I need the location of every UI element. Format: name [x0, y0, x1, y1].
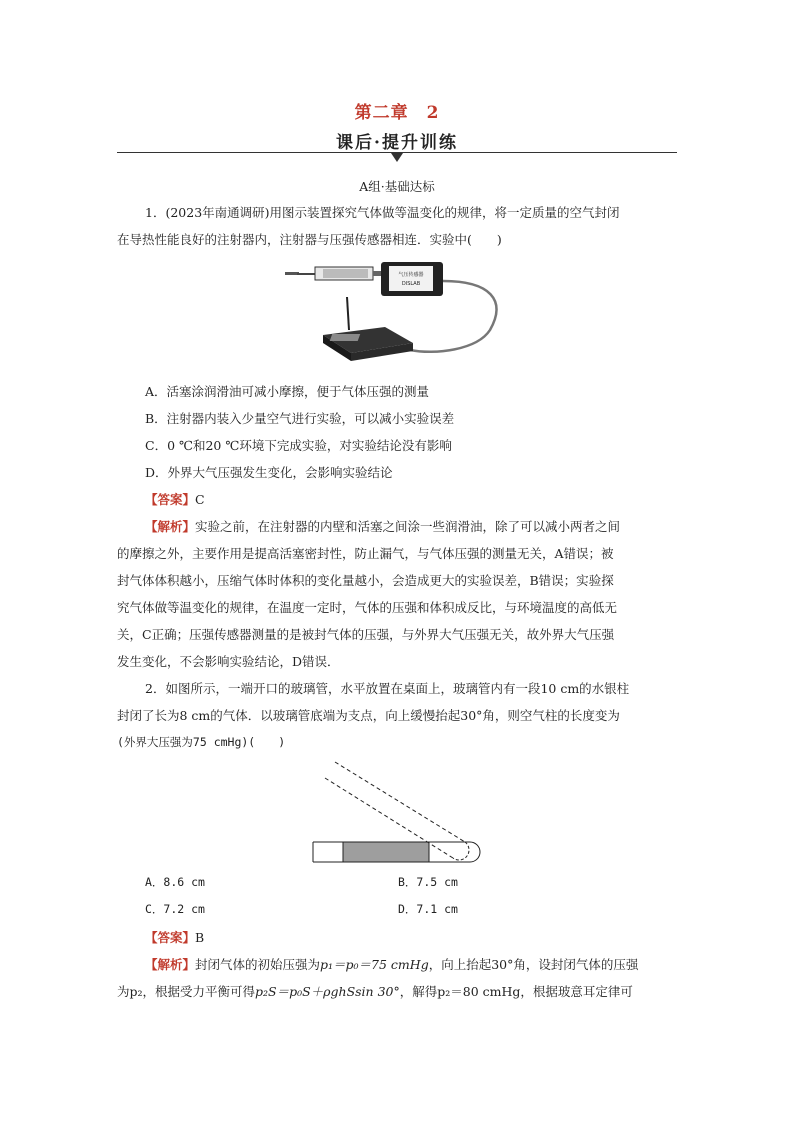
- q1-option-a: A．活塞涂润滑油可减小摩擦，便于气体压强的测量: [145, 384, 430, 399]
- q1-stem-line-2: 在导热性能良好的注射器内，注射器与压强传感器相连．实验中( ): [117, 232, 502, 247]
- collector-antenna: [347, 297, 349, 330]
- chapter-title: 第二章 2: [354, 103, 440, 123]
- answer-value: B: [195, 930, 205, 945]
- q2-option-d: D．7.1 cm: [398, 902, 458, 916]
- analysis-text-c: ，向上抬起30°角，设封闭气体的压强: [428, 957, 639, 972]
- q1-analysis-line-2: 的摩擦之外，主要作用是提高活塞密封性，防止漏气，与气体压强的测量无关，A错误；被: [117, 546, 614, 561]
- q2-analysis-line-1: [145, 955, 638, 973]
- section-title: 课后·提升训练: [336, 133, 458, 153]
- q2-stem-line-2: 封闭了长为8 cm的气体．以玻璃管底端为支点，向上缓慢抬起30°角，则空气柱的长度变为: [117, 708, 620, 723]
- mercury-column: [343, 842, 429, 862]
- q1-option-d: D．外界大气压强发生变化，会影响实验结论: [145, 465, 393, 480]
- q1-stem-line-1: 1．(2023年南通调研)用图示装置探究气体做等温变化的规律，将一定质量的空气封闭: [145, 205, 620, 220]
- tilted-tube-top-wall: [335, 762, 465, 842]
- q1-answer: [145, 490, 205, 508]
- tilted-tube-end: [453, 842, 469, 860]
- q2-option-a: A．8.6 cm: [145, 875, 205, 889]
- answer-tag: 【答案】: [145, 930, 196, 945]
- collector-screen: [330, 334, 361, 341]
- q1-analysis-line-3: 封气体体积越小，压缩气体时体积的变化量越小，会造成更大的实验误差，B错误；实验探: [117, 573, 614, 588]
- answer-value: C: [195, 492, 205, 507]
- syringe-gas-column: [323, 269, 368, 278]
- analysis-tag: 【解析】: [145, 957, 196, 972]
- q2-analysis-line-2: [117, 982, 633, 1000]
- group-heading: A组·基础达标: [359, 179, 435, 194]
- q2-answer: [145, 928, 204, 946]
- q1-analysis-line-6: 发生变化，不会影响实验结论，D错误．: [117, 654, 340, 669]
- answer-tag: 【答案】: [145, 492, 196, 507]
- analysis-text-c: ，解得p₂＝80 cmHg，根据玻意耳定律可: [399, 984, 633, 999]
- analysis-tag: 【解析】: [145, 519, 196, 534]
- q1-option-b: B．注射器内装入少量空气进行实验，可以减小实验误差: [145, 411, 455, 426]
- analysis-text-a: 为p₂，根据受力平衡可得: [117, 984, 256, 999]
- q1-analysis-line-4: 究气体做等温变化的规律，在温度一定时，气体的压强和体积成反比，与环境温度的高低无: [117, 600, 618, 615]
- sensor-label-line-2: DISLAB: [401, 281, 421, 287]
- q1-analysis-line-5: 关，C正确；压强传感器测量的是被封气体的压强，与外界大气压强无关，故外界大气压强: [117, 627, 615, 642]
- sensor-label-line-1: 气压传感器: [398, 272, 424, 278]
- tube-closed-end: [470, 842, 480, 862]
- q2-option-b: B．7.5 cm: [398, 875, 458, 889]
- q2-stem-line-3: (外界大压强为75 cmHg)( ): [117, 735, 286, 749]
- analysis-formula-1: p₁＝p₀＝75 cmHg: [320, 957, 429, 972]
- analysis-text: 实验之前，在注射器的内壁和活塞之间涂一些润滑油，除了可以减小两者之间: [195, 519, 621, 534]
- divider-arrow-icon: [391, 153, 403, 162]
- syringe-plunger-handle: [285, 272, 299, 275]
- glass-tube-figure: [305, 760, 490, 865]
- syringe-sensor-figure: [285, 255, 510, 370]
- analysis-text-a: 封闭气体的初始压强为: [195, 957, 321, 972]
- q2-stem-line-1: 2．如图所示，一端开口的玻璃管，水平放置在桌面上，玻璃管内有一段10 cm的水银柱: [145, 681, 630, 696]
- q1-analysis-line-1: [145, 517, 620, 535]
- q1-option-c: C．0 ℃和20 ℃环境下完成实验，对实验结论没有影响: [145, 438, 452, 453]
- syringe-plunger-rod: [297, 273, 317, 275]
- sensor-label-plate: [389, 266, 433, 291]
- q2-option-c: C．7.2 cm: [145, 902, 205, 916]
- analysis-formula-2: p₂S＝p₀S＋ρghSsin 30°: [255, 984, 400, 999]
